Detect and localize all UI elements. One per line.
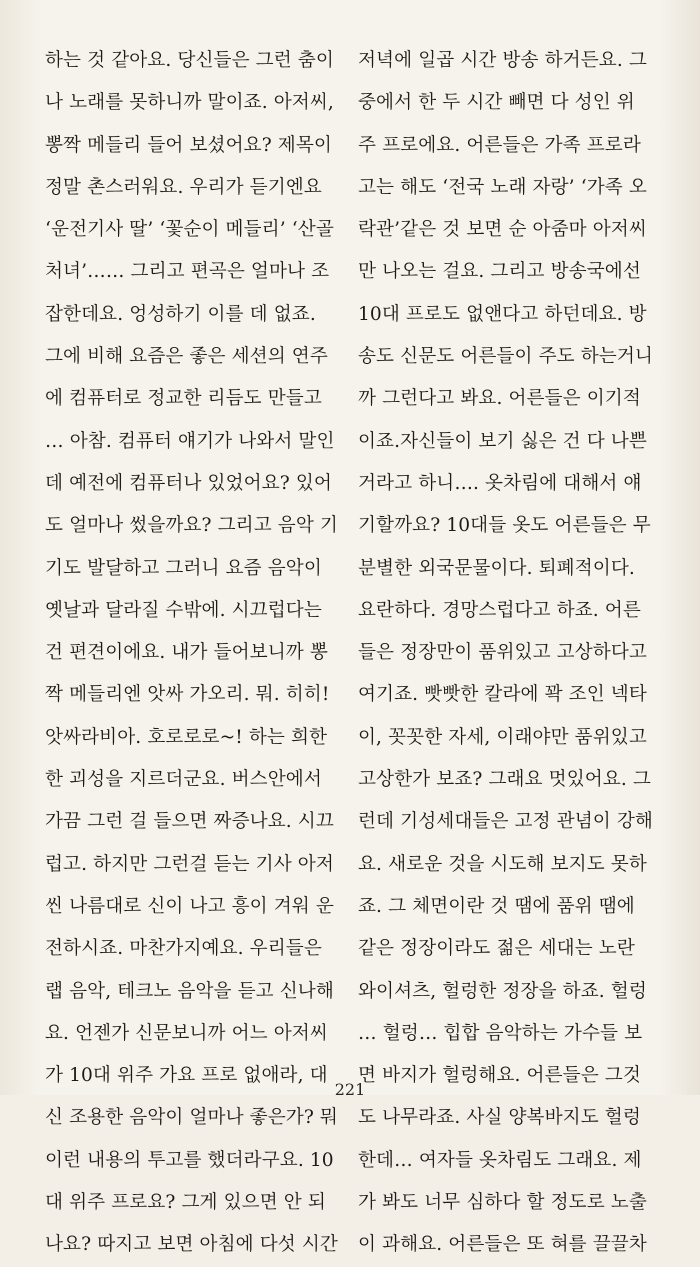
text-line: 같은 정장이라도 젊은 세대는 노란 (358, 938, 635, 960)
text-line: 럽고. 하지만 그런걸 듣는 기사 아저 (45, 853, 334, 875)
text-line: 한데… 여자들 옷차림도 그래요. 제 (358, 1149, 642, 1171)
page-number: 221 (334, 1080, 366, 1099)
text-line: 대 위주 프로요? 그게 있으면 안 되 (45, 1192, 326, 1214)
text-line: 신 조용한 음악이 얼마나 좋은가? 뭐 (45, 1107, 338, 1129)
text-line: 기도 발달하고 그러니 요즘 음악이 (45, 557, 322, 579)
text-line: 건 편견이에요. 내가 들어보니까 뽕 (45, 642, 328, 664)
text-line: 주 프로에요. 어른들은 가족 프로라 (358, 134, 641, 156)
text-line: 와이셔츠, 헐렁한 정장을 하죠. 헐렁 (358, 980, 647, 1002)
text-line: 이죠.자신들이 보기 싫은 건 다 나쁜 (358, 430, 647, 452)
text-line: 한 괴성을 지르더군요. 버스안에서 (45, 769, 322, 791)
text-line: 이, 꼿꼿한 자세, 이래야만 품위있고 (358, 726, 647, 748)
text-line: … 아참. 컴퓨터 얘기가 나와서 말인 (45, 430, 335, 452)
text-line: 데 예전에 컴퓨터나 있었어요? 있어 (45, 472, 332, 494)
text-line: 이런 내용의 투고를 했더라구요. 10 (45, 1149, 334, 1171)
text-line: 요란하다. 경망스럽다고 하죠. 어른 (358, 599, 641, 621)
text-line: 옛날과 달라질 수밖에. 시끄럽다는 (45, 599, 322, 621)
text-line: 가 봐도 너무 심하다 할 정도로 노출 (358, 1192, 647, 1214)
text-line: 여기죠. 빳빳한 칼라에 꽉 조인 넥타 (358, 684, 647, 706)
text-line: 분별한 외국문물이다. 퇴폐적이다. (358, 557, 635, 579)
text-line: 나요? 따지고 보면 아침에 다섯 시간 (45, 1234, 338, 1256)
text-line: 전하시죠. 마찬가지예요. 우리들은 (45, 938, 322, 960)
text-line: 하는 것 같아요. 당신들은 그런 춤이 (45, 50, 334, 71)
text-line: 가 10대 위주 가요 프로 없애라, 대 (45, 1065, 328, 1087)
left-text-column (45, 40, 340, 1267)
text-line: 도 얼마나 썼을까요? 그리고 음악 기 (45, 515, 338, 537)
text-line: 가끔 그런 걸 들으면 짜증나요. 시끄 (45, 811, 334, 833)
text-line: 기할까요? 10대들 옷도 어른들은 무 (358, 515, 651, 537)
text-line: 정말 촌스러워요. 우리가 듣기엔요 (45, 176, 322, 198)
text-line: 이 과해요. 어른들은 또 혀를 끌끌차 (358, 1234, 647, 1256)
text-line: 런데 기성세대들은 고정 관념이 강해 (358, 811, 653, 833)
text-line: 그에 비해 요즘은 좋은 세션의 연주 (45, 346, 328, 368)
text-line: 잡한데요. 엉성하기 이를 데 없죠. (45, 303, 316, 325)
text-line: 고는 해도 ‘전국 노래 자랑’ ‘가족 오 (358, 176, 647, 198)
text-line: 10대 프로도 없앤다고 하던데요. 방 (358, 303, 647, 325)
right-text-column (358, 40, 653, 1267)
text-line: 중에서 한 두 시간 빼면 다 성인 위 (358, 92, 635, 114)
text-line: 송도 신문도 어른들이 주도 하는거니 (358, 346, 653, 368)
text-line: ‘운전기사 딸’ ‘꽃순이 메들리’ ‘산골 (45, 219, 334, 241)
text-line: 도 나무라죠. 사실 양복바지도 헐렁 (358, 1107, 641, 1129)
text-line: 고상한가 보죠? 그래요 멋있어요. 그 (358, 769, 651, 791)
text-line: 에 컴퓨터로 정교한 리듬도 만들고 (45, 388, 322, 410)
text-line: 저녁에 일곱 시간 방송 하거든요. 그 (358, 50, 647, 71)
text-line: 면 바지가 헐렁해요. 어른들은 그것 (358, 1065, 641, 1087)
text-line: 랩 음악, 테크노 음악을 듣고 신나해 (45, 980, 334, 1002)
text-line: 짝 메들리엔 앗싸 가오리. 뭐. 히히! (45, 684, 330, 706)
text-line: 요. 새로운 것을 시도해 보지도 못하 (358, 853, 647, 875)
text-line: … 헐렁… 힙합 음악하는 가수들 보 (358, 1022, 643, 1044)
text-line: 앗싸라비아. 호로로로~! 하는 희한 (45, 726, 328, 748)
text-line: 까 그런다고 봐요. 어른들은 이기적 (358, 388, 641, 410)
text-line: 거라고 하니…. 옷차림에 대해서 얘 (358, 472, 642, 494)
text-line: 죠. 그 체면이란 것 땜에 품위 땜에 (358, 895, 635, 917)
text-line: 락관’같은 것 보면 순 아줌마 아저씨 (358, 219, 647, 241)
text-line: 요. 언젠가 신문보니까 어느 아저씨 (45, 1022, 328, 1044)
text-line: 들은 정장만이 품위있고 고상하다고 (358, 642, 647, 664)
text-line: 뽕짝 메들리 들어 보셨어요? 제목이 (45, 134, 332, 156)
text-line: 처녀’…… 그리고 편곡은 얼마나 조 (45, 261, 330, 283)
text-line: 씬 나름대로 신이 나고 흥이 겨워 운 (45, 895, 334, 917)
text-line: 나 노래를 못하니까 말이죠. 아저씨, (45, 92, 334, 114)
text-line: 만 나오는 걸요. 그리고 방송국에선 (358, 261, 641, 283)
